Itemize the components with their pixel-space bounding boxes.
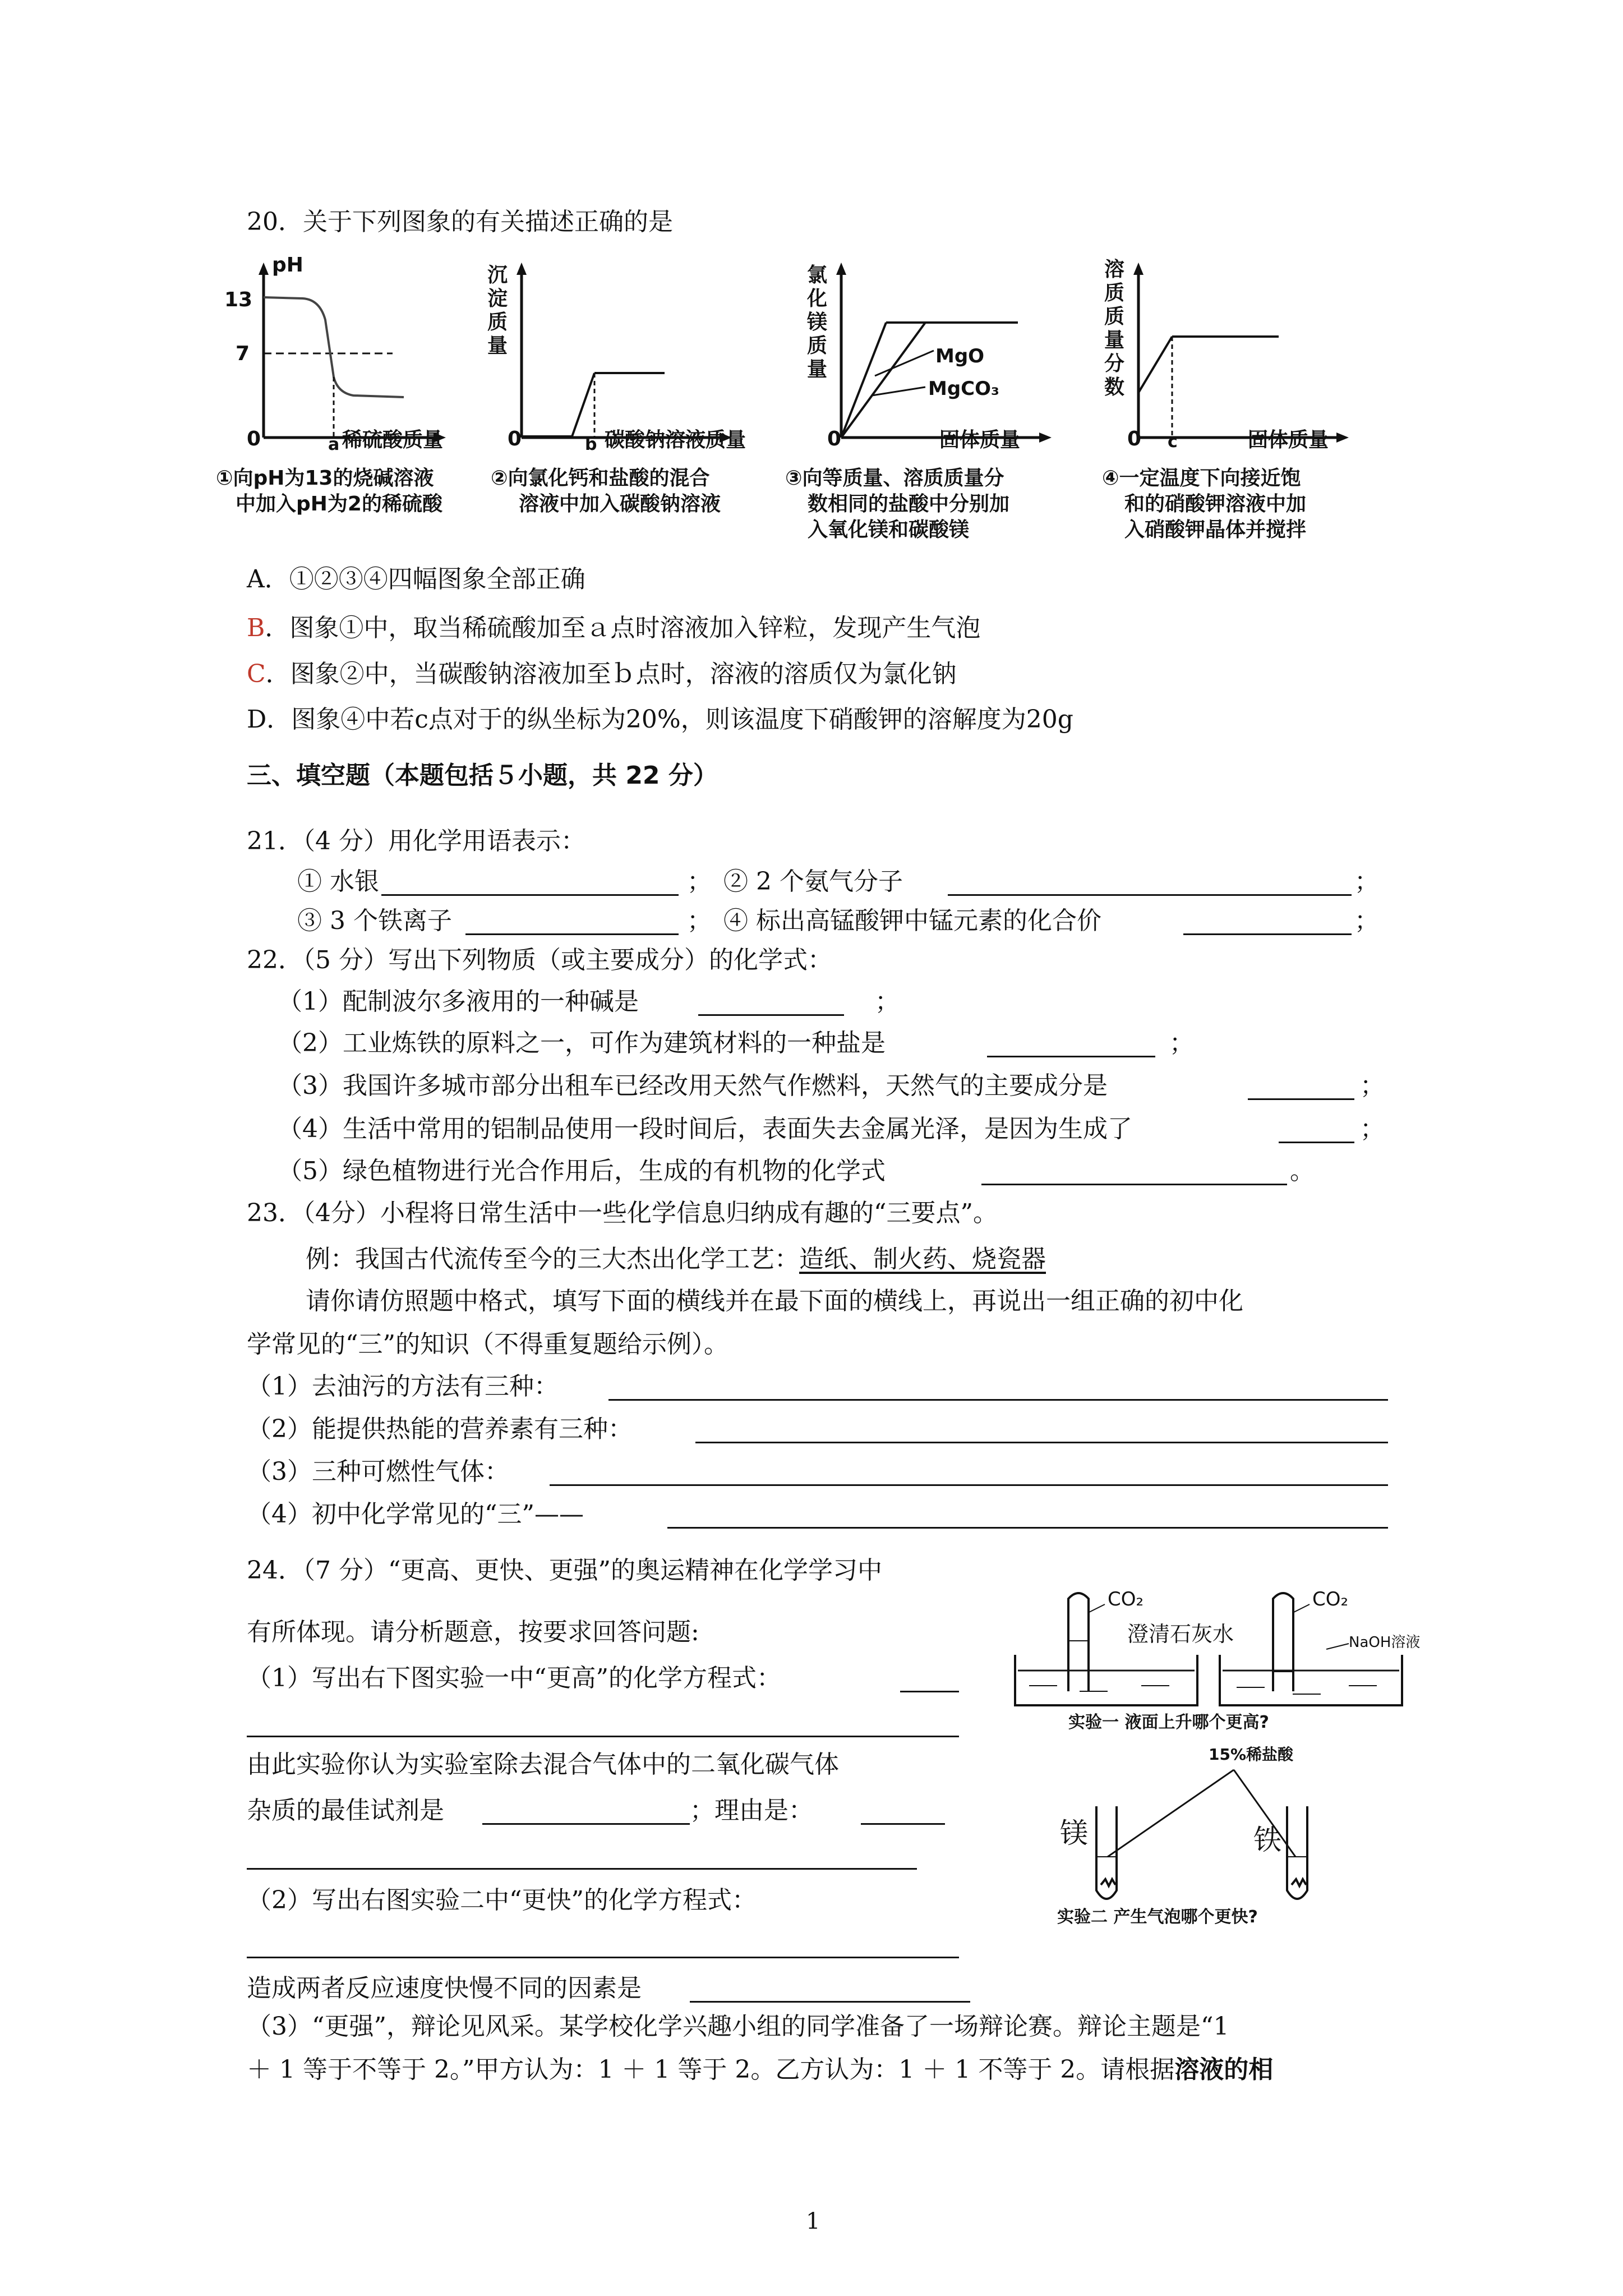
graph-1-tick-13: 13: [224, 288, 253, 311]
q24-blank-reason-a[interactable]: [861, 1823, 945, 1825]
q23-example: 例：我国古代流传至今的三大杰出化学工艺：造纸、制火药、烧瓷器: [306, 1245, 1046, 1273]
q23-blank1[interactable]: [608, 1399, 1388, 1401]
q23-instruction-line1: 请你请仿照题中格式，填写下面的横线并在最下面的横线上，再说出一组正确的初中化: [306, 1287, 1243, 1315]
graph-3-caption-line1: ③向等质量、溶质质量分: [785, 467, 1004, 490]
q24-blank-reagent[interactable]: [482, 1823, 690, 1825]
q22-blank5[interactable]: [981, 1184, 1287, 1185]
q22-item5: （5）绿色植物进行光合作用后，生成的有机物的化学式: [278, 1157, 886, 1185]
graph-4-caption-line3: 入硝酸钾晶体并搅拌: [1124, 518, 1307, 541]
q24-sub2: （2）写出右图实验二中“更快”的化学方程式：: [247, 1886, 757, 1915]
graph-2-caption-line2: 溶液中加入碳酸钠溶液: [519, 493, 721, 516]
option-a: A．①②③④四幅图象全部正确: [247, 565, 585, 593]
q23-item1: （1）去油污的方法有三种：: [247, 1372, 559, 1401]
q20-stem: 20．关于下列图象的有关描述正确的是: [247, 208, 673, 236]
q23-item2: （2）能提供热能的营养素有三种：: [247, 1415, 633, 1443]
graph-1-caption-line1: ①向pH为13的烧碱溶液: [216, 467, 434, 490]
graph-3-label-mgco3: MgCO₃: [928, 378, 999, 400]
graph-4-caption-line1: ④一定温度下向接近饱: [1102, 467, 1301, 490]
q23-blank3[interactable]: [550, 1484, 1388, 1486]
graph-1-tick-7: 7: [236, 342, 250, 365]
q21-sep4: ；: [1354, 907, 1379, 935]
q22-blank2[interactable]: [987, 1056, 1155, 1057]
fig-acid: 15%稀盐酸: [1209, 1745, 1294, 1764]
q23-blank4[interactable]: [667, 1527, 1388, 1529]
graph-3-y-label: 氯 化 镁 质 量: [806, 264, 827, 381]
q22-end1: ；: [875, 987, 900, 1016]
graph-4-mark-c: c: [1168, 432, 1178, 452]
q24-blank1b[interactable]: [247, 1736, 959, 1737]
graph-4-caption-line2: 和的硝酸钾溶液中加: [1124, 493, 1307, 516]
q24-stem-line1: 24．（7 分）“更高、更快、更强”的奥运精神在化学学习中: [247, 1556, 882, 1585]
q24-sub1-line2: 由此实验你认为实验室除去混合气体中的二氧化碳气体: [247, 1750, 839, 1779]
option-b: B．图象①中，取当稀硫酸加至ａ点时溶液加入锌粒，发现产生气泡: [247, 614, 981, 642]
fig-naoh: NaOH溶液: [1349, 1634, 1421, 1651]
q24-blank-reason-b[interactable]: [247, 1868, 917, 1870]
q23-item3: （3）三种可燃性气体：: [247, 1457, 509, 1486]
section-heading: 三、填空题（本题包括５小题，共 22 分）: [247, 761, 718, 790]
q21-sep3: ；: [687, 907, 712, 935]
q24-blank-factor[interactable]: [690, 2001, 970, 2003]
q21-item1: ① 水银: [297, 867, 379, 896]
q21-sep1: ；: [687, 867, 712, 896]
fig-co2-right: CO₂: [1312, 1588, 1349, 1611]
q22-item3: （3）我国许多城市部分出租车已经改用天然气作燃料，天然气的主要成分是: [278, 1071, 1108, 1100]
q24-blank2[interactable]: [247, 1957, 959, 1958]
graph-3-caption-line2: 数相同的盐酸中分别加: [808, 493, 1010, 516]
graph-4-y-label: 溶 质 质 量 分 数: [1104, 258, 1124, 399]
q24-blank1a[interactable]: [900, 1691, 959, 1692]
q22-item2: （2）工业炼铁的原料之一，可作为建筑材料的一种盐是: [278, 1029, 886, 1057]
q21-stem: 21．（4 分）用化学用语表示：: [247, 827, 585, 855]
q24-sub1-line3a: 杂质的最佳试剂是: [247, 1796, 444, 1825]
graph-3-x-label: 固体质量: [939, 429, 1021, 452]
q23-item4: （4）初中化学常见的“三”——: [247, 1500, 584, 1529]
graph-4-x-label: 固体质量: [1248, 429, 1329, 452]
q22-stem: 22．（5 分）写出下列物质（或主要成分）的化学式：: [247, 946, 832, 974]
q21-item2: ② 2 个氨气分子: [723, 867, 903, 896]
q22-item4: （4）生活中常用的铝制品使用一段时间后，表面失去金属光泽，是因为生成了: [278, 1115, 1132, 1143]
q23-example-answer: 造纸、制火药、烧瓷器: [799, 1245, 1046, 1273]
graph-2-origin: 0: [508, 427, 522, 450]
q22-end4: ；: [1360, 1115, 1385, 1143]
fig-co2-left: CO₂: [1108, 1588, 1144, 1611]
q21-item3: ③ 3 个铁离子: [297, 907, 452, 935]
q23-instruction-line2: 学常见的“三”的知识（不得重复题给示例）。: [247, 1330, 728, 1359]
fig-mg: 镁: [1060, 1817, 1088, 1849]
fig-exp2-caption: 实验二 产生气泡哪个更快?: [1057, 1907, 1258, 1927]
q24-stem-line2: 有所体现。请分析题意，按要求回答问题:: [247, 1618, 699, 1646]
graph-1-x-label: 稀硫酸质量: [342, 429, 444, 452]
graph-1-mark-a: a: [328, 435, 340, 454]
q22-blank3[interactable]: [1248, 1098, 1354, 1100]
q21-sep2: ；: [1354, 867, 1379, 896]
fig-exp1-caption: 实验一 液面上升哪个更高?: [1068, 1713, 1269, 1732]
q21-blank3[interactable]: [465, 933, 679, 935]
fig-limewater: 澄清石灰水: [1127, 1622, 1234, 1646]
q21-blank1[interactable]: [381, 894, 679, 896]
q21-item4: ④ 标出高锰酸钾中锰元素的化合价: [723, 907, 1101, 935]
q22-end2: ；: [1169, 1029, 1194, 1057]
q24-sub1: （1）写出右下图实验一中“更高”的化学方程式：: [247, 1664, 781, 1692]
graph-2-x-label: 碳酸钠溶液质量: [605, 429, 746, 452]
graph-3-origin: 0: [827, 427, 842, 450]
q22-item1: （1）配制波尔多液用的一种碱是: [278, 987, 639, 1016]
q24-sub2-line2: 造成两者反应速度快慢不同的因素是: [247, 1974, 642, 2003]
q22-end5: 。: [1290, 1157, 1315, 1185]
q22-blank4[interactable]: [1279, 1142, 1354, 1143]
q21-blank4[interactable]: [1183, 933, 1352, 935]
q24-sub3-bold: 溶液的相: [1174, 2055, 1274, 2084]
q21-blank2[interactable]: [948, 894, 1352, 896]
graph-3-label-mgo: MgO: [935, 345, 985, 367]
fig-fe: 铁: [1253, 1824, 1281, 1856]
graph-2-caption-line1: ②向氯化钙和盐酸的混合: [491, 467, 710, 490]
graph-2-mark-b: b: [585, 435, 597, 454]
q24-sub3-line2: ＋ 1 等于不等于 2。”甲方认为：1 ＋ 1 等于 2。乙方认为：1 ＋ 1 不等于 2。请根据溶液的相: [247, 2055, 1274, 2084]
graph-1-y-label: pH: [272, 254, 303, 277]
q24-sub1-line3b: ；理由是：: [690, 1796, 813, 1825]
q22-blank1[interactable]: [698, 1014, 844, 1016]
q24-sub3-line1: （3）“更强”，辩论见风采。某学校化学兴趣小组的同学准备了一场辩论赛。辩论主题是“1: [247, 2012, 1229, 2041]
graph-3-caption-line3: 入氧化镁和碳酸镁: [808, 518, 970, 541]
option-d: D．图象④中若c点对于的纵坐标为20%，则该温度下硝酸钾的溶解度为20g: [247, 705, 1073, 734]
graph-2-y-label: 沉 淀 质 量: [487, 264, 508, 357]
page-number: 1: [806, 2208, 820, 2234]
q23-stem: 23．（4分）小程将日常生活中一些化学信息归纳成有趣的“三要点”。: [247, 1199, 998, 1227]
option-c: C．图象②中，当碳酸钠溶液加至ｂ点时，溶液的溶质仅为氯化钠: [247, 660, 957, 688]
q22-end3: ；: [1360, 1071, 1385, 1100]
graph-4-origin: 0: [1127, 427, 1142, 450]
q23-blank2[interactable]: [695, 1442, 1388, 1443]
graph-1-caption-line2: 中加入pH为2的稀硫酸: [236, 493, 442, 516]
graph-1-origin: 0: [247, 427, 261, 450]
